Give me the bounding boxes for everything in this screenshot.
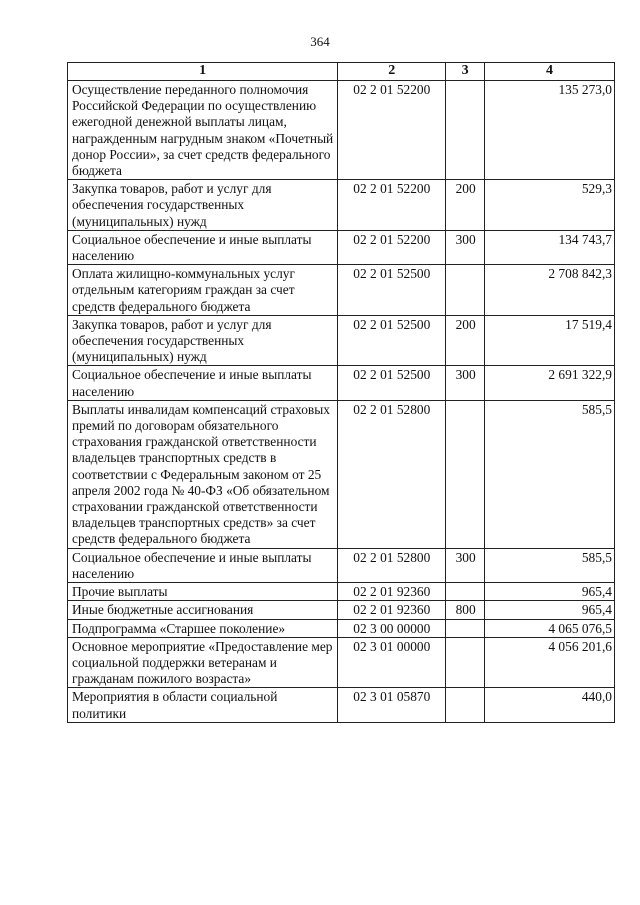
table-row <box>68 81 615 180</box>
row-amount: 2 691 322,9 <box>485 366 615 400</box>
header-col-3: 3 <box>446 63 485 81</box>
table-row <box>68 366 615 400</box>
row-type: 200 <box>446 180 485 231</box>
row-name: Оплата жилищно-коммунальных услуг отдельным категориям граждан за счет средств федерального бюджета <box>68 265 338 316</box>
row-type <box>446 265 485 316</box>
row-type: 300 <box>446 548 485 582</box>
row-code: 02 2 01 52200 <box>338 180 446 231</box>
row-name: Социальное обеспечение и иные выплаты населению <box>68 366 338 400</box>
row-amount: 134 743,7 <box>485 230 615 264</box>
row-code: 02 2 01 52500 <box>338 265 446 316</box>
table-row <box>68 583 615 601</box>
row-name: Основное мероприятие «Предоставление мер социальной поддержки ветеранам и гражданам пожилого возраста» <box>68 637 338 688</box>
row-amount: 4 065 076,5 <box>485 619 615 637</box>
row-code: 02 2 01 92360 <box>338 583 446 601</box>
row-name: Мероприятия в области социальной политики <box>68 688 338 722</box>
row-code: 02 2 01 52800 <box>338 400 446 548</box>
table-row <box>68 548 615 582</box>
row-type <box>446 619 485 637</box>
row-code: 02 2 01 92360 <box>338 601 446 619</box>
row-name: Закупка товаров, работ и услуг для обеспечения государственных (муниципальных) нужд <box>68 180 338 231</box>
row-type <box>446 583 485 601</box>
row-name: Выплаты инвалидам компенсаций страховых премий по договорам обязательного страхования гражданской ответственности владельцев транспортных средств в соответствии с Федеральным законом от 25 апреля 2002 года № 40-ФЗ «Об обязательном страховании гражданской ответственности владельцев транспортных средств» за счет средств федерального бюджета <box>68 400 338 548</box>
row-name: Подпрограмма «Старшее поколение» <box>68 619 338 637</box>
row-amount: 965,4 <box>485 601 615 619</box>
row-code: 02 3 01 00000 <box>338 637 446 688</box>
row-amount: 529,3 <box>485 180 615 231</box>
row-name: Закупка товаров, работ и услуг для обеспечения государственных (муниципальных) нужд <box>68 315 338 366</box>
row-type: 300 <box>446 366 485 400</box>
table-row <box>68 619 615 637</box>
page-number: 364 <box>310 34 330 49</box>
row-code: 02 2 01 52200 <box>338 81 446 180</box>
row-amount: 440,0 <box>485 688 615 722</box>
row-amount: 135 273,0 <box>485 81 615 180</box>
row-code: 02 3 00 00000 <box>338 619 446 637</box>
row-code: 02 2 01 52800 <box>338 548 446 582</box>
row-amount: 4 056 201,6 <box>485 637 615 688</box>
row-code: 02 2 01 52200 <box>338 230 446 264</box>
row-type: 200 <box>446 315 485 366</box>
header-col-2: 2 <box>338 63 446 81</box>
row-code: 02 2 01 52500 <box>338 315 446 366</box>
row-type <box>446 81 485 180</box>
table-row <box>68 601 615 619</box>
row-name: Иные бюджетные ассигнования <box>68 601 338 619</box>
row-amount: 585,5 <box>485 400 615 548</box>
row-name: Прочие выплаты <box>68 583 338 601</box>
row-amount: 17 519,4 <box>485 315 615 366</box>
row-amount: 2 708 842,3 <box>485 265 615 316</box>
table-header-row <box>68 63 615 81</box>
row-name: Осуществление переданного полномочия Российской Федерации по осуществлению ежегодной денежной выплаты лицам, награжденным нагрудным знаком «Почетный донор России», за счет средств федерального бюджета <box>68 81 338 180</box>
table-row <box>68 180 615 231</box>
row-type: 300 <box>446 230 485 264</box>
row-amount: 965,4 <box>485 583 615 601</box>
header-col-1: 1 <box>68 63 338 81</box>
table-row <box>68 637 615 688</box>
row-amount: 585,5 <box>485 548 615 582</box>
row-type <box>446 400 485 548</box>
row-name: Социальное обеспечение и иные выплаты населению <box>68 548 338 582</box>
row-code: 02 2 01 52500 <box>338 366 446 400</box>
table-row <box>68 400 615 548</box>
row-type: 800 <box>446 601 485 619</box>
row-type <box>446 688 485 722</box>
row-code: 02 3 01 05870 <box>338 688 446 722</box>
table-row <box>68 265 615 316</box>
table-row <box>68 315 615 366</box>
row-name: Социальное обеспечение и иные выплаты населению <box>68 230 338 264</box>
header-col-4: 4 <box>485 63 615 81</box>
table-row <box>68 230 615 264</box>
row-type <box>446 637 485 688</box>
budget-table <box>67 62 615 723</box>
table-row <box>68 688 615 722</box>
